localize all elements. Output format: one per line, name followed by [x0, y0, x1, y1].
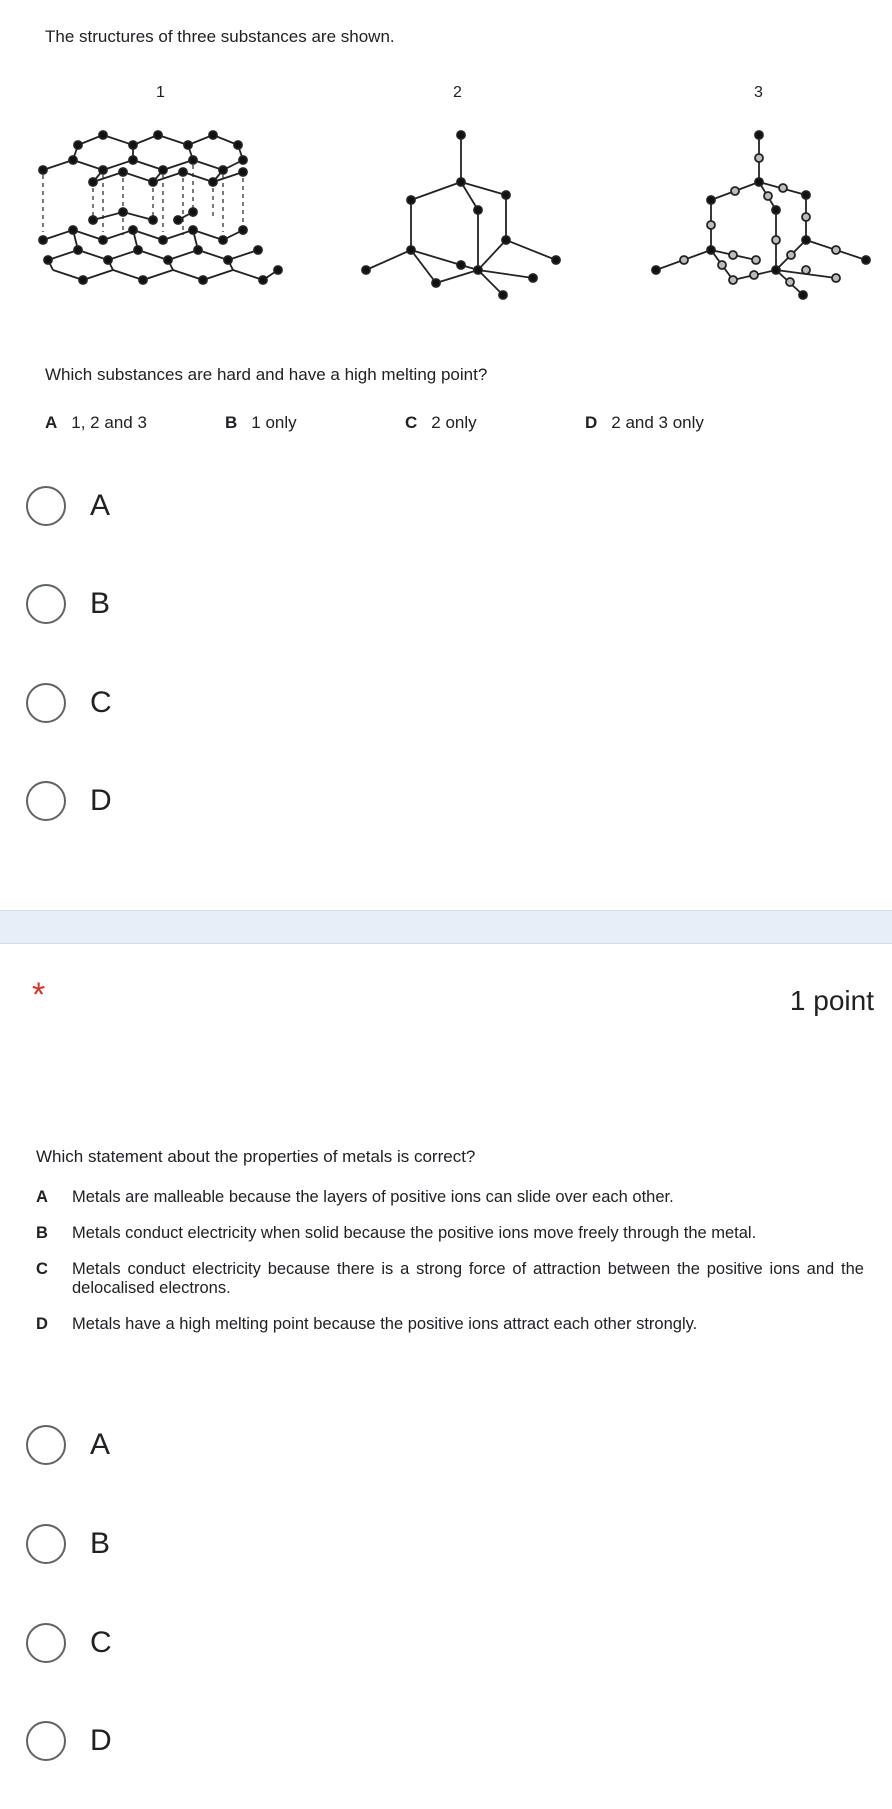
choice-label: D	[90, 1724, 112, 1757]
choice-label: C	[90, 1626, 112, 1659]
structure-label-2: 2	[453, 84, 462, 101]
question2-option-d	[36, 1315, 864, 1334]
question1-option-b	[225, 413, 405, 433]
structure-label-3: 3	[754, 84, 763, 101]
option-letter: D	[36, 1315, 48, 1333]
question1-option-list	[45, 413, 865, 433]
section-separator	[0, 910, 892, 944]
question1-option-d	[585, 413, 704, 433]
question2-choice-d[interactable]	[26, 1718, 112, 1764]
question-points: 1 point	[789, 985, 874, 1016]
question1-choice-a[interactable]	[26, 483, 110, 529]
question1-intro: The structures of three substances are shown.	[45, 27, 395, 46]
radio-button[interactable]	[26, 1721, 66, 1761]
option-letter: A	[36, 1188, 48, 1206]
diamond-structure	[362, 131, 560, 299]
question2-stem: Which statement about the properties of metals is correct?	[36, 1147, 476, 1166]
radio-button[interactable]	[26, 1524, 66, 1564]
radio-button[interactable]	[26, 1425, 66, 1465]
option-letter: B	[225, 413, 238, 432]
option-text: 2 only	[431, 413, 477, 432]
question2-option-list	[36, 1188, 864, 1351]
option-text: Metals conduct electricity when solid because the positive ions move freely through the metal.	[72, 1224, 757, 1242]
radio-button[interactable]	[26, 584, 66, 624]
question2-option-a	[36, 1188, 864, 1207]
radio-button[interactable]	[26, 486, 66, 526]
choice-label: A	[90, 489, 111, 522]
question2-choice-b[interactable]	[26, 1521, 110, 1567]
question2-option-c	[36, 1260, 864, 1298]
question2-option-b	[36, 1224, 864, 1243]
radio-button[interactable]	[26, 1623, 66, 1663]
question1-choice-d[interactable]	[26, 778, 112, 824]
question1-option-c	[405, 413, 585, 433]
choice-label: D	[90, 784, 112, 817]
radio-button[interactable]	[26, 781, 66, 821]
required-marker: *	[32, 976, 46, 1014]
choice-label: B	[90, 1527, 111, 1560]
silica-structure	[652, 131, 870, 299]
question1-stem: Which substances are hard and have a high melting point?	[45, 365, 488, 384]
option-text: Metals have a high melting point because the positive ions attract each other strongly.	[72, 1315, 698, 1333]
structure-label-1: 1	[156, 84, 165, 101]
option-text: Metals conduct electricity because there is a strong force of attraction between the positive ions and the delocalised electrons.	[72, 1260, 864, 1297]
choice-label: A	[90, 1428, 111, 1461]
option-letter: D	[585, 413, 598, 432]
option-letter: C	[36, 1260, 48, 1278]
question1-choice-c[interactable]	[26, 680, 112, 726]
option-text: 2 and 3 only	[611, 413, 704, 432]
structures-image	[28, 120, 888, 320]
choice-label: B	[90, 587, 111, 620]
option-letter: B	[36, 1224, 48, 1242]
option-text: Metals are malleable because the layers of positive ions can slide over each other.	[72, 1188, 674, 1206]
option-letter: A	[45, 413, 58, 432]
graphite-structure	[39, 131, 282, 284]
option-text: 1 only	[251, 413, 297, 432]
option-text: 1, 2 and 3	[71, 413, 147, 432]
question2-choice-c[interactable]	[26, 1620, 112, 1666]
question1-choice-b[interactable]	[26, 581, 110, 627]
question2-choice-a[interactable]	[26, 1422, 110, 1468]
choice-label: C	[90, 686, 112, 719]
radio-button[interactable]	[26, 683, 66, 723]
question1-option-a	[45, 413, 225, 433]
option-letter: C	[405, 413, 418, 432]
